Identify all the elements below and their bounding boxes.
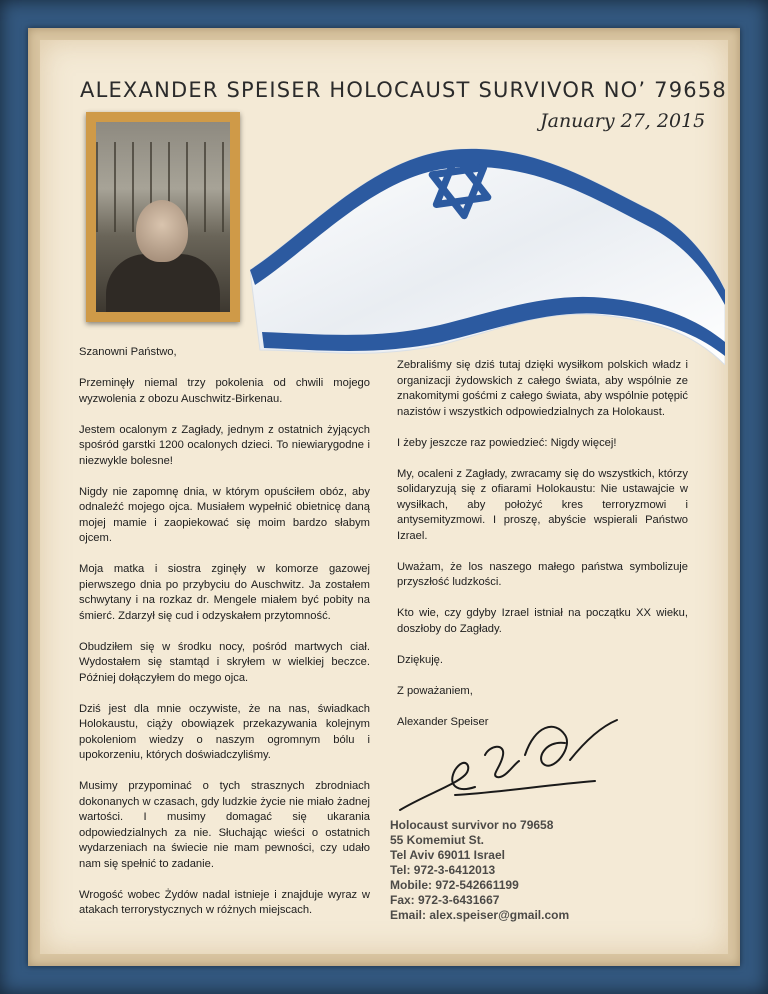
paragraph: Jestem ocalonym z Zagłady, jednym z ostatnich żyjących spośród garstki 1200 ocalonych dzieci. To niewiarygodne i niezwykle bolesne! bbox=[79, 423, 370, 467]
contact-line: Mobile: 972-542661199 bbox=[390, 878, 519, 892]
closing-line: Z poważaniem, bbox=[397, 684, 473, 697]
paragraph: Zebraliśmy się dziś tutaj dzięki wysiłkom polskich władz i organizacji żydowskich z całego świata, aby wspólnie ze znakomitymi gośćmi z całego świata, aby wspólnie potępić nazistów i wszystkich odpowiedzialnych za Holokaust. bbox=[397, 359, 688, 418]
contact-line: Tel Aviv 69011 Israel bbox=[390, 848, 505, 862]
paragraph: Przeminęły niemal trzy pokolenia od chwili mojego wyzwolenia z obozu Auschwitz-Birkenau. bbox=[79, 377, 370, 405]
contact-line: 55 Komemiut St. bbox=[390, 833, 485, 847]
paragraph: I żeby jeszcze raz powiedzieć: Nigdy więcej! bbox=[397, 436, 617, 449]
paragraph: Obudziłem się w środku nocy, pośród martwych ciał. Wydostałem się stamtąd i skryłem w wielkiej beczce. Później dołączyłem do mego ojca. bbox=[79, 640, 370, 684]
thanks-line: Dziękuję. bbox=[397, 653, 444, 666]
portrait-frame bbox=[86, 112, 240, 322]
paragraph: Wrogość wobec Żydów nadal istnieje i znajduje wyraz w atakach terrorystycznych w różnych miejscach. bbox=[79, 888, 370, 916]
contact-line: Holocaust survivor no 79658 bbox=[390, 818, 554, 832]
signature-icon bbox=[395, 715, 625, 815]
contact-line: Fax: 972-3-6431667 bbox=[390, 893, 500, 907]
paragraph: Uważam, że los naszego małego państwa symbolizuje przyszłość ludzkości. bbox=[397, 560, 688, 588]
paragraph: Kto wie, czy gdyby Izrael istniał na początku XX wieku, doszłoby do Zagłady. bbox=[397, 607, 688, 635]
portrait-photo bbox=[96, 122, 230, 312]
paragraph: My, ocaleni z Zagłady, zwracamy się do wszystkich, którzy solidaryzują się z ofiarami Holokaustu: Nie ustawajcie w wysiłkach, aby położyć kres terroryzmowi i antysemityzmowi. I proszę, abyście wspierali Państwo Izrael. bbox=[397, 467, 688, 542]
paragraph: Moja matka i siostra zginęły w komorze gazowej pierwszego dnia po przybyciu do Auschwitz. Ja zostałem schwytany i na rozkaz dr. Mengele miałem być pobity na śmierć. Zdarzył się cud i odzyskałem przytomność. bbox=[79, 563, 370, 622]
paragraph: Dziś jest dla mnie oczywiste, że na nas, świadkach Holokaustu, ciąży obowiązek przekazywania kolejnym pokoleniom wiedzy o naszym ogromnym bólu i upokorzeniu, których doświadczyliśmy. bbox=[79, 702, 370, 761]
salutation: Szanowni Państwo, bbox=[79, 346, 177, 358]
left-column bbox=[79, 345, 370, 934]
letter-title: ALEXANDER SPEISER HOLOCAUST SURVIVOR NO’ 79658 bbox=[80, 78, 727, 102]
paragraph: Nigdy nie zapomnę dnia, w którym opuściłem obóz, aby odnaleźć mojego ojca. Musiałem wypełnić obietnicę daną mojej mamie i zaopiekować się moim bardzo słabym ojcem. bbox=[79, 485, 370, 544]
right-column bbox=[397, 358, 688, 746]
paragraph: Musimy przypominać o tych strasznych zbrodniach dokonanych w czasach, gdy ludzkie życie nie miało żadnej wartości. I musimy domagać się ukarania odpowiedzialnych za nie. Słuchając wieści o ostatnich wydarzeniach na świecie nie mam pewności, czy udało nam się spełnić to zadanie. bbox=[79, 780, 370, 870]
sender-name: Alexander Speiser bbox=[397, 715, 489, 728]
contact-email: Email: alex.speiser@gmail.com bbox=[390, 908, 570, 922]
contact-line: Tel: 972-3-6412013 bbox=[390, 863, 496, 877]
letter-date: January 27, 2015 bbox=[540, 110, 706, 132]
israel-flag-icon bbox=[250, 120, 725, 365]
contact-block bbox=[390, 818, 569, 923]
